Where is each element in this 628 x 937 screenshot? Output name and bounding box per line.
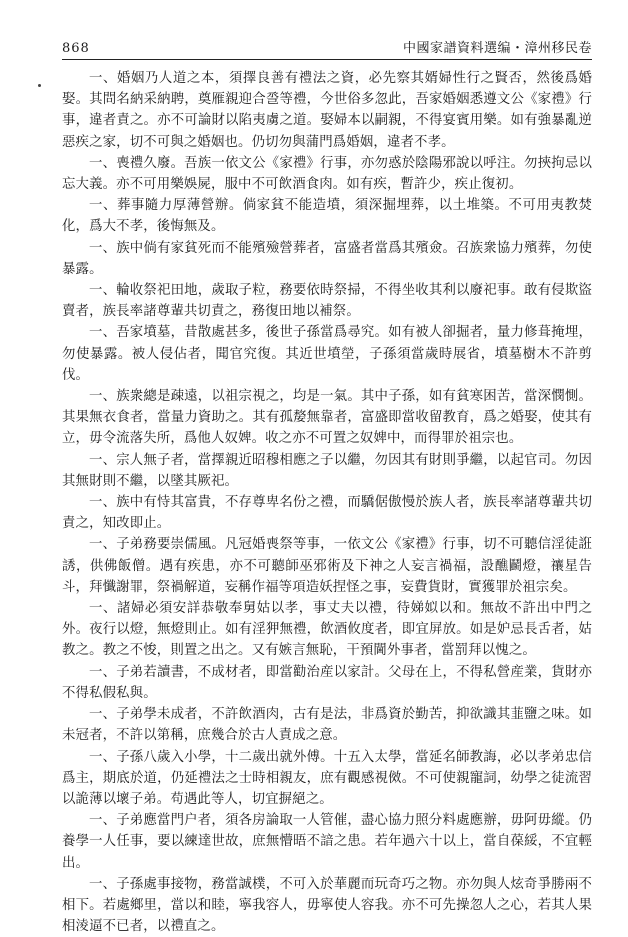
rule-paragraph-ritual-fields: 一、輪收祭祀田地，歲取子粒，務要依時祭掃，不得坐收其利以廢祀事。敢有侵欺盜賣者，族長率諸尊輩共切責之，務復田地以補祭。 bbox=[62, 283, 592, 320]
rule-paragraph-household-duty: 一、子弟應當門户者，須各房論取一人管催，盡心協力照分料處應辦，毋阿毋縱。仍養學一人任事，要以練達世故，庶無懵晤不諳之患。若年過六十以上，當自葆綏，不宜輕出。 bbox=[62, 813, 592, 871]
rule-paragraph-burial: 一、葬事隨力厚薄營辦。倘家貧不能造墳，須深掘埋葬，以土堆築。不可用夷教焚化，爲大不孝，後悔無及。 bbox=[62, 198, 592, 235]
rule-paragraph-funeral: 一、喪禮久廢。吾族一依文公《家禮》行事，亦勿惑於陰陽邪說以呼注。勿挾拘忌以忘大義。亦不可用樂娛屍，服中不可飲酒食肉。如有疾，暫許少，疾止復初。 bbox=[62, 155, 592, 193]
rule-paragraph-wives: 一、諸婦必須安詳恭敬奉舅姑以孝，事丈夫以禮，待娣姒以和。無故不許出中門之外。夜行以燈，無燈則止。如有淫狎無禮，飲酒攸度者，即宜屏放。如是妒忌長舌者，姑教之。教之不悛，則置之出之。又有嫉言無恥，干預閫外事者，當罰拜以愧之。 bbox=[62, 601, 592, 659]
rule-paragraph-study-livelihood: 一、子弟若讀書，不成材者，即當勸治産以家計。父母在上，不得私營産業，貨財亦不得私假私與。 bbox=[62, 664, 592, 701]
margin-dot-mark bbox=[38, 84, 41, 87]
header-rule bbox=[62, 59, 592, 60]
running-header bbox=[62, 40, 592, 56]
rule-paragraph-students: 一、子弟學未成者，不許飲酒肉，古有是法，非爲資於勤苦，抑欲識其韮鹽之味。如未冠者，不許以第稱，庶幾合於古人責成之意。 bbox=[62, 707, 592, 744]
rule-paragraph-education: 一、子孫八歲入小學，十二歲出就外傅。十五入太學，當延名師教誨，必以孝弟忠信爲主，期底於道，仍延禮法之士時相親友，庶有觀感視傚。不可使親寵詞，幼學之徒流習以詭薄以壞子弟。苟遇此等人，切宜摒絕之。 bbox=[62, 749, 592, 807]
clan-rules-text bbox=[62, 68, 592, 937]
rule-paragraph-conduct: 一、子孫處事接物，務當誠樸，不可入於華麗而玩奇巧之物。亦勿與人炫奇爭勝兩不相下。若處鄉里，當以和睦，寧我容人，毋寧使人容我。亦不可先操忽人之心，若其人果相淩逼不已者，以禮直之。 bbox=[62, 876, 592, 935]
rule-paragraph-confucian-custom: 一、子弟務要崇儒風。凡冠婚喪祭等事，一依文公《家禮》行事，切不可聽信淫徒誑誘，供佛飯僧。遇有疾患，亦不可聽師巫邪術及下神之人妄言禍福，設醮鬬燈，禳星告斗，拜懺謝罪，祭禍解道，妄稱作福等項造妖捏怪之事，妄費貨財，實獲罪於祖宗矣。 bbox=[62, 537, 592, 595]
rule-paragraph-kin-aid: 一、族衆總是疎遠，以祖宗視之，均是一氣。其中子孫，如有貧寒困苦，當深憫惻。其果無衣食者，當量力資助之。其有孤嫠無靠者，富盛即當收留教育，爲之婚娶，使其有立，毋令流落失所，爲他人奴婢。收之亦不可置之奴婢中，而得罪於祖宗也。 bbox=[62, 389, 592, 447]
rule-paragraph-adoption: 一、宗人無子者，當擇親近昭穆相應之子以繼，勿因其有財則爭繼，以起官司。勿因其無財則不繼，以墜其厥祀。 bbox=[62, 452, 592, 489]
page-number: 868 bbox=[62, 41, 90, 56]
rule-paragraph-marriage: 一、婚姻乃人道之本，須擇良善有禮法之資，必先察其婿婦性行之賢否，然後爲婚娶。其問名納采納聘，奠雁親迎合巹等禮，今世俗多忽此，吾家婚姻悉遵文公《家禮》行事，違者責之。亦不可論財以陷夷虜之道。娶婦本以嗣親，不得宴賓用樂。如有強暴亂逆惡疾之家，切不可與之婚姻也。仍切勿與蒲門爲婚姻，違者不孝。 bbox=[62, 71, 592, 150]
book-title: 中國家譜資料選编・漳州移民卷 bbox=[402, 41, 592, 56]
rule-paragraph-arrogance: 一、族中有恃其富貴，不存尊卑名份之禮，而驕倨傲慢於族人者，族長率諸尊輩共切責之，知改即止。 bbox=[62, 495, 592, 532]
rule-paragraph-ancestral-tombs: 一、吾家墳墓，昔散處甚多，後世子孫當爲尋究。如有被人卻掘者，量力修葺掩埋，勿使暴露。被人侵佔者，聞官究復。其近世墳塋，子孫須當歲時展省，墳墓樹木不許剪伐。 bbox=[62, 325, 592, 383]
rule-paragraph-poor-burial: 一、族中倘有家貧死而不能殯殮營葬者，富盛者當爲其殯僉。召族衆協力殯葬，勿使暴露。 bbox=[62, 240, 592, 277]
